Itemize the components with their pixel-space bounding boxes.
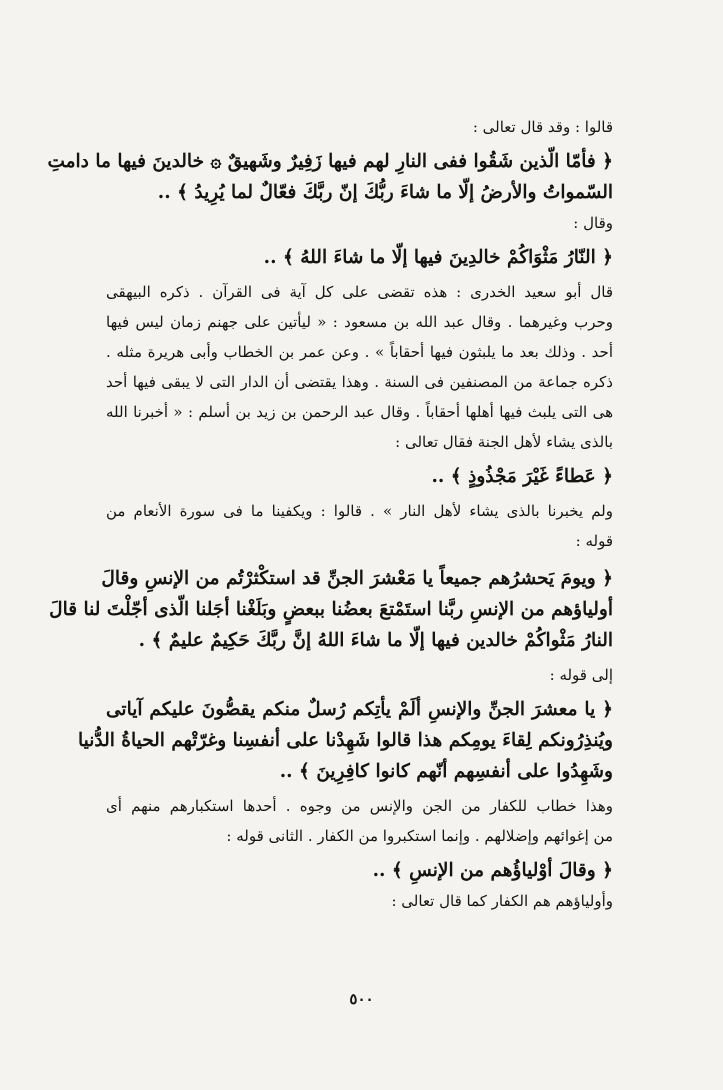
- text-line: وحرب وغيرهما . وقال عبد الله بن مسعود : « ليأتين على جهنم زمان ليس فيها: [106, 313, 613, 331]
- quran-verse-line: ﴿ فأمّا الّذين شَقُوا ففى النارِ لهم فيها زَفِيرٌ وشَهيقٌ ۞ خالدينَ فيها ما دامتِ: [47, 151, 613, 172]
- text-line: أحد . وذلك بعد ما يلبثون فيها أحقاباً » . وعن عمر بن الخطاب وأبى هريرة مثله .: [106, 343, 613, 361]
- quran-verse-line: ﴿ عَطاءً غَيْرَ مَجْذُوذٍ ﴾ ..: [431, 466, 613, 487]
- quran-verse-line: ﴿ النّارُ مَثْوَاكُمْ خالدِينَ فيها إلّا ما شاءَ اللهُ ﴾ ..: [263, 247, 613, 268]
- text-line: قال أبو سعيد الخدرى : هذه تقضى على كل آية فى القرآن . ذكره البيهقى: [106, 283, 613, 301]
- text-line: هى التى يلبث فيها أهلها أحقاباً . وقال عبد الرحمن بن زيد بن أسلم : « أخبرنا الله: [106, 403, 613, 421]
- text-line: قوله :: [575, 532, 613, 550]
- text-line: ولم يخبرنا بالذى يشاء لأهل النار » . قالوا : ويكفينا ما فى سورة الأنعام من: [106, 502, 613, 520]
- text-line: وهذا خطاب للكفار من الجن والإنس من وجوه . أحدها استكبارهم منهم أى: [106, 797, 613, 815]
- text-line: قالوا : وقد قال تعالى :: [472, 118, 613, 136]
- text-line: بالذى يشاء لأهل الجنة فقال تعالى :: [395, 433, 613, 451]
- quran-verse-line: ﴿ يا معشرَ الجنِّ والإنسِ ألَمْ يأتِكم رُسلٌ منكم يقصُّونَ عليكم آياتى: [106, 699, 613, 720]
- quran-verse-line: وشَهِدُوا على أنفسِهم أنّهم كانوا كافِرِينَ ﴾ ..: [279, 761, 613, 782]
- text-line: ذكره جماعة من المصنفين فى السنة . وهذا يقتضى أن الدار التى لا يبقى فيها أحد: [106, 373, 613, 391]
- text-line: وأولياؤهم هم الكفار كما قال تعالى :: [391, 892, 613, 910]
- quran-verse-line: ﴿ وقالَ أوْلياؤُهم من الإنسِ ﴾ ..: [372, 860, 613, 881]
- quran-verse-line: أولياؤهم من الإنسِ ربَّنا استَمْتعَ بعضُنا ببعضٍ وبَلَغْنا أجَلنا الّذى أجّلْتَ لنا قالَ: [49, 599, 613, 620]
- page-number: ٥٠٠: [349, 990, 374, 1008]
- quran-verse-line: ويُنذِرُونكم لِقاءَ يومِكم هذا قالوا شَهِدْنا على أنفسِنا وغرّتْهم الحياةُ الدُّنيا: [78, 730, 613, 751]
- text-line: من إغوائهم وإضلالهم . وإنما استكبروا من الكفار . الثانى قوله :: [226, 827, 613, 845]
- quran-verse-line: السّمواتُ والأرضُ إلّا ما شاءَ ربُّكَ إنّ ربَّكَ فعّالٌ لما يُرِيدُ ﴾ ..: [157, 182, 613, 203]
- page-body: [47, 112, 613, 916]
- text-line: إلى قوله :: [549, 666, 613, 684]
- quran-verse-line: النارُ مَثْواكُمْ خالدين فيها إلّا ما شاءَ اللهُ إنَّ ربَّكَ حَكِيمٌ عليمٌ ﴾ .: [138, 630, 613, 651]
- text-line: وقال :: [573, 214, 613, 232]
- quran-verse-line: ﴿ ويومَ يَحشرُهم جميعاً يا مَعْشرَ الجنِّ قد استكْثرْتُم من الإنسِ وقالَ: [101, 568, 613, 589]
